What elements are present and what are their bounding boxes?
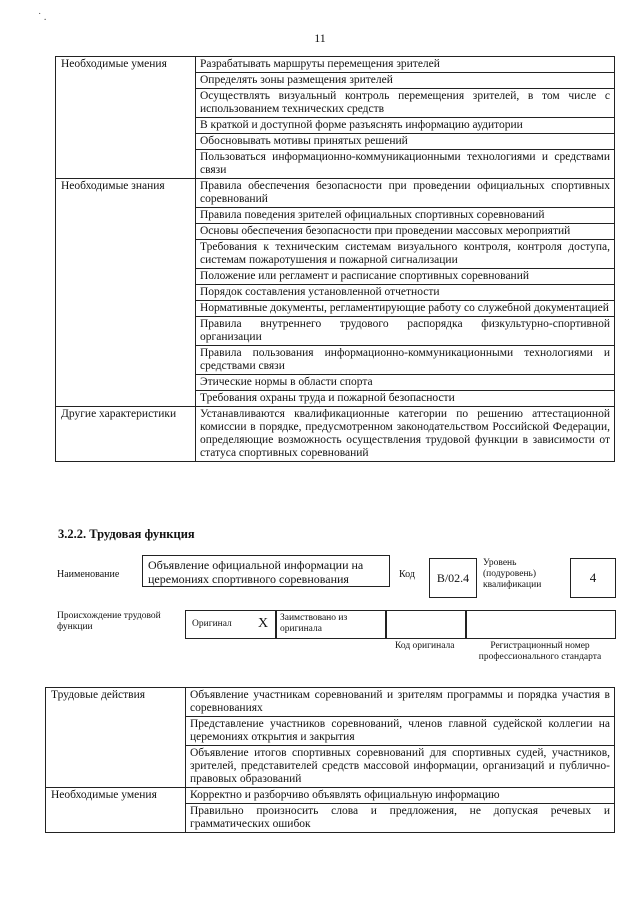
row-item — [186, 717, 615, 746]
page-number: 11 — [314, 31, 326, 45]
row-item-text: Порядок составления установленной отчетности — [200, 286, 440, 298]
row-item-text: Разрабатывать маршруты перемещения зрителей — [200, 58, 440, 70]
row-item — [196, 118, 615, 134]
row-header: Необходимые умения — [46, 788, 186, 833]
row-item-text: Нормативные документы, регламентирующие работу со служебной документацией — [200, 302, 609, 314]
row-item-text: Корректно и разборчиво объявлять официальную информацию — [190, 789, 500, 801]
row-header: Другие характеристики — [56, 407, 196, 462]
row-item-text: Объявление итогов спортивных соревнований для спортивных судей, участников, зрителей, представителей средств массовой информации, организаций и публично-правовых образований — [190, 747, 610, 785]
scan-artifact: ˙ . — [38, 12, 47, 23]
row-item — [196, 285, 615, 301]
table-row — [56, 179, 615, 208]
table-row — [56, 407, 615, 462]
row-header: Необходимые умения — [56, 57, 196, 179]
row-item-text: Требования охраны труда и пожарной безопасности — [200, 392, 455, 404]
level-box — [570, 558, 616, 598]
row-item — [196, 240, 615, 269]
row-item — [186, 788, 615, 804]
row-item — [186, 804, 615, 833]
section-title: 3.2.2. Трудовая функция — [58, 527, 195, 541]
code-original-cell — [385, 610, 467, 639]
row-item-text: Этические нормы в области спорта — [200, 376, 373, 388]
borrowed-cell — [275, 610, 387, 639]
row-item-text: Объявление участникам соревнований и зрителям программы и порядка участия в соревнованиях — [190, 689, 610, 714]
row-item-text: Правила обеспечения безопасности при проведении официальных спортивных соревнований — [200, 180, 610, 205]
level-value: 4 — [589, 570, 597, 585]
row-item-text: Правила внутреннего трудового распорядка физкультурно-спортивной организации — [200, 318, 610, 343]
row-item-text: Пользоваться информационно-коммуникационными технологиями и средствами связи — [200, 151, 610, 176]
labor-actions-table — [45, 687, 615, 833]
code-label: Код — [399, 569, 415, 580]
row-item-text: Осуществлять визуальный контроль перемещения зрителей, в том числе с использованием технических средств — [200, 90, 610, 115]
row-item-text: Правильно произносить слова и предложения, не допуская речевых и грамматических ошибок — [190, 805, 610, 830]
row-item — [196, 224, 615, 240]
row-item-text: Устанавливаются квалификационные категории по решению аттестационной комиссии в порядке, предусмотренном законодательством Российской Федерации, определяющие возможность осуществления трудовой функции в зависимости от статуса спортивных соревнований — [200, 408, 610, 459]
function-name-box — [142, 555, 390, 587]
row-item-text: В краткой и доступной форме разъяснять информацию аудитории — [200, 119, 523, 131]
row-item — [196, 89, 615, 118]
row-item-text: Требования к техническим системам визуального контроля, контроля доступа, системам пожаротушения и пожарной сигнализации — [200, 241, 610, 266]
original-mark: X — [258, 616, 269, 631]
row-item — [196, 57, 615, 73]
row-item — [196, 269, 615, 285]
row-item-text: Представление участников соревнований, членов главной судейской коллегии на церемониях открытия и закрытия — [190, 718, 610, 743]
row-item — [196, 301, 615, 317]
reg-number-cell — [465, 610, 616, 639]
row-item-text: Правила поведения зрителей официальных спортивных соревнований — [200, 209, 545, 221]
table-row — [46, 688, 615, 717]
original-cell — [185, 610, 277, 639]
borrowed-label: Заимствовано из оригинала — [280, 613, 348, 634]
row-item — [196, 73, 615, 89]
function-name: Объявление официальной информации на церемониях спортивного соревнования — [148, 558, 364, 586]
row-item — [196, 208, 615, 224]
row-item — [196, 150, 615, 179]
row-item — [196, 407, 615, 462]
row-item — [196, 391, 615, 407]
row-item-text: Определять зоны размещения зрителей — [200, 74, 393, 86]
code-original-label: Код оригинала — [395, 641, 455, 651]
row-item-text: Основы обеспечения безопасности при проведении массовых мероприятий — [200, 225, 571, 237]
row-item-text: Обосновывать мотивы принятых решений — [200, 135, 408, 147]
row-item-text: Положение или регламент и расписание спортивных соревнований — [200, 270, 530, 282]
original-label: Оригинал — [192, 619, 232, 629]
row-item — [196, 317, 615, 346]
row-item — [196, 346, 615, 375]
row-item — [196, 179, 615, 208]
row-header: Трудовые действия — [46, 688, 186, 788]
row-item-text: Правила пользования информационно-коммуникационными технологиями и средствами связи — [200, 347, 610, 372]
code-box — [429, 558, 477, 598]
level-label: Уровень (подуровень) квалификации — [483, 558, 542, 590]
table-row — [56, 57, 615, 73]
code-value: B/02.4 — [436, 570, 470, 585]
requirements-table — [55, 56, 615, 462]
origin-label: Происхождение трудовой функции — [57, 611, 161, 632]
row-item — [186, 746, 615, 788]
row-item — [196, 134, 615, 150]
row-item — [186, 688, 615, 717]
row-item — [196, 375, 615, 391]
reg-number-label: Регистрационный номер профессионального стандарта — [478, 641, 602, 662]
row-header: Необходимые знания — [56, 179, 196, 407]
table-row — [46, 788, 615, 804]
name-label: Наименование — [57, 569, 120, 580]
